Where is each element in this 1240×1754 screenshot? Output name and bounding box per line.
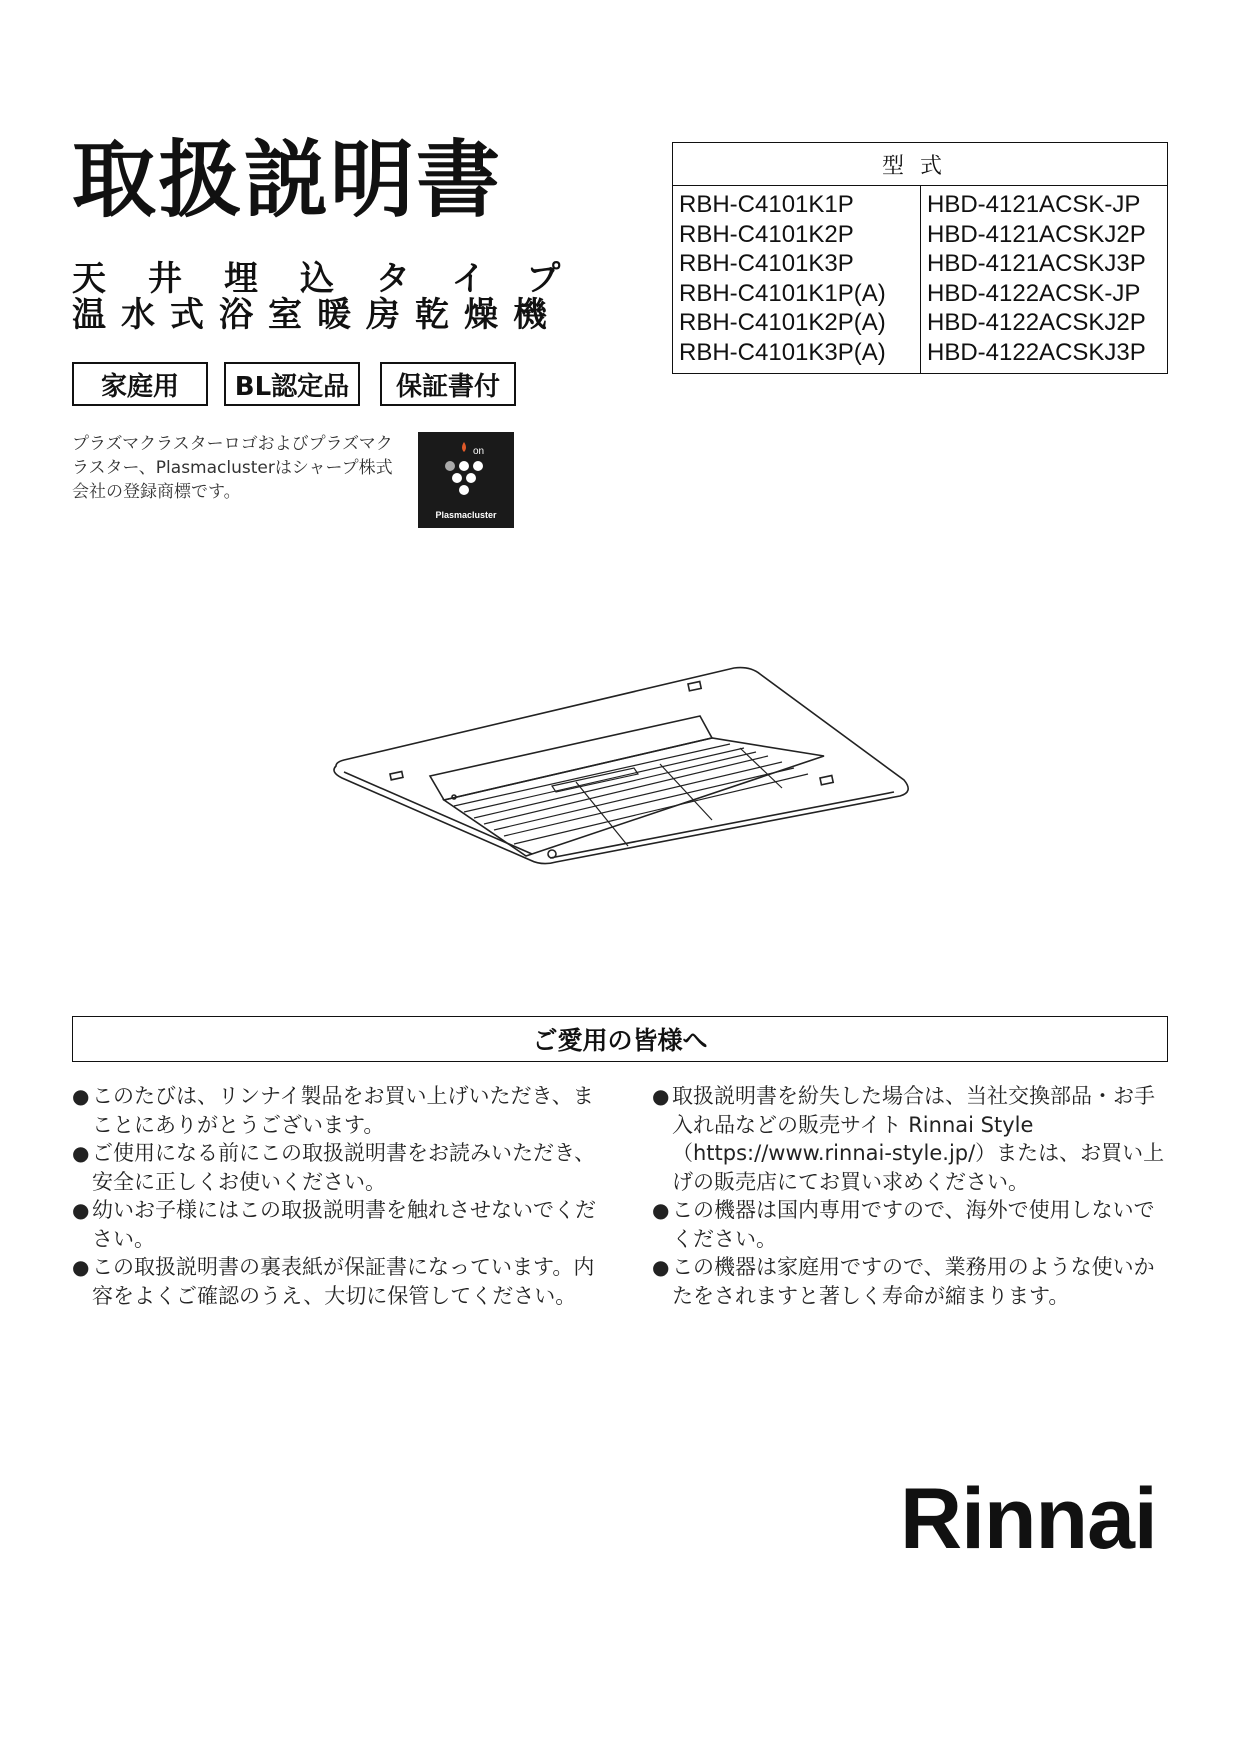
model-number: HBD-4121ACSKJ2P — [927, 220, 1146, 248]
bullet-icon: ● — [72, 1141, 90, 1165]
model-number: HBD-4121ACSK-JP — [927, 191, 1141, 218]
model-number: HBD-4122ACSKJ3P — [927, 338, 1146, 366]
product-type-line: 天井埋込タイプ — [72, 259, 603, 299]
product-name-line: 温水式浴室暖房乾燥機 — [72, 295, 562, 335]
notice-column-right — [652, 1082, 1170, 1310]
model-number: RBH-C4101K1P(A) — [679, 279, 886, 307]
model-number: RBH-C4101K3P(A) — [679, 338, 886, 366]
notice-heading: ご愛用の皆様へ — [72, 1016, 1168, 1062]
notice-column-left — [72, 1082, 602, 1310]
ceiling-unit-illustration — [320, 660, 920, 880]
bullet-icon: ● — [652, 1084, 670, 1108]
notice-item: ● この取扱説明書の裏表紙が保証書になっています。内容をよくご確認のうえ、大切に保管してください。 — [72, 1253, 602, 1310]
notice-item: ● このたびは、リンナイ製品をお買い上げいただき、まことにありがとうございます。 — [72, 1082, 602, 1139]
notice-item: ● ご使用になる前にこの取扱説明書をお読みいただき、安全に正しくお使いください。 — [72, 1139, 602, 1196]
badge-bl-certified: BL認定品 — [224, 362, 360, 406]
model-number: HBD-4121ACSKJ3P — [927, 250, 1146, 277]
model-table — [672, 142, 1168, 374]
model-column-hbd — [921, 186, 1167, 374]
bullet-icon: ● — [72, 1198, 90, 1222]
logo-ion-text: on — [473, 446, 485, 457]
notice-item: ● この機器は家庭用ですので、業務用のような使いかたをされますと著しく寿命が縮まります。 — [652, 1253, 1170, 1310]
notice-item: ● 幼いお子様にはこの取扱説明書を触れさせないでください。 — [72, 1196, 602, 1253]
model-column-rbh — [673, 186, 921, 374]
model-table-header: 型式 — [673, 143, 1167, 186]
bullet-icon: ● — [652, 1255, 670, 1279]
badge-warranty-included: 保証書付 — [380, 362, 516, 406]
bullet-icon: ● — [652, 1198, 670, 1222]
brand-logo: Rinnai — [900, 1471, 1157, 1567]
notice-item: ● 取扱説明書を紛失した場合は、当社交換部品・お手入れ品などの販売サイト Rinnai Style（https://www.rinnai-style.jp/）または、お買い上げの販売店にてお買い求めください。 — [652, 1082, 1170, 1196]
model-number: HBD-4122ACSK-JP — [927, 279, 1141, 307]
model-number: RBH-C4101K2P — [679, 220, 854, 248]
model-number: RBH-C4101K2P(A) — [679, 309, 886, 336]
plasmacluster-logo-icon — [418, 432, 514, 528]
model-number: RBH-C4101K3P — [679, 250, 854, 277]
model-number: RBH-C4101K1P — [679, 191, 854, 218]
trademark-note: プラズマクラスターロゴおよびプラズマクラスター、Plasmaclusterはシャープ株式会社の登録商標です。 — [72, 434, 393, 502]
bullet-icon: ● — [72, 1255, 90, 1279]
manual-title: 取扱説明書 — [72, 131, 503, 229]
model-number: HBD-4122ACSKJ2P — [927, 309, 1146, 336]
bullet-icon: ● — [72, 1084, 90, 1108]
logo-brand-text: Plasmacluster — [435, 510, 497, 520]
badge-household-use: 家庭用 — [72, 362, 208, 406]
notice-item: ● この機器は国内専用ですので、海外で使用しないでください。 — [652, 1196, 1170, 1253]
